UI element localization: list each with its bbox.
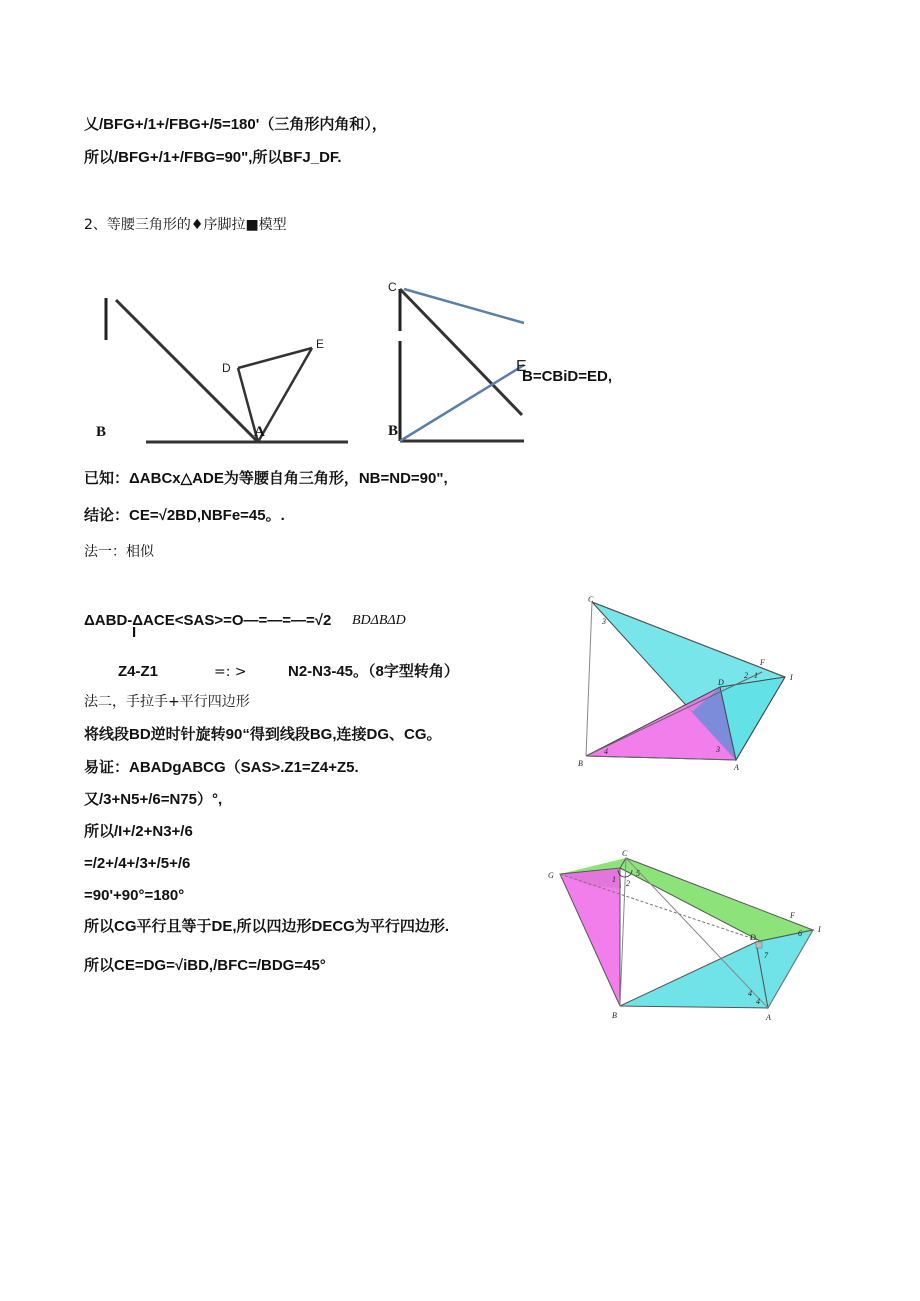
line-perpendicular: 所以/BFG+/1+/FBG=90",所以BFJ_DF. [84, 149, 342, 166]
line-similar-mark: I [132, 624, 137, 641]
line-congruent: 易证：ABADgABCG（SAS>.Z1=Z4+Z5. [84, 759, 359, 776]
fig3-label-f: F [760, 658, 765, 667]
fig3-num-2: 2 [744, 671, 748, 680]
method-2-heading: 法二，手拉手+平行四边形 [84, 694, 250, 710]
fig3-label-i: I [790, 673, 793, 682]
line-parallelogram: 所以CG平行且等于DE,所以四边形DECG为平行四边形. [84, 918, 450, 935]
fig4-label-d: D [750, 933, 756, 942]
line-angle-eq-3: N2-N3-45。（8字型转角） [288, 663, 459, 680]
line-conclusion: 结论：CE=√2BD,NBFe=45。. [84, 507, 285, 524]
figure-3 [570, 592, 810, 777]
fig4-label-c: C [622, 849, 628, 858]
figure-1 [90, 290, 350, 450]
line-sum-c: =90'+90°=180° [84, 887, 185, 904]
fig4-num-2: 2 [626, 879, 630, 888]
fig4-label-i: I [818, 925, 821, 934]
figure-2 [380, 275, 640, 450]
fig4-label-f: F [790, 911, 795, 920]
line-rotate: 将线段BD逆时针旋转90“得到线段BG,连接DG、CG。 [84, 726, 442, 743]
fig2-label-e: E [516, 358, 527, 375]
section-heading: 2、等腰三角形的♦序脚拉■模型 [84, 217, 287, 233]
line-angle-sum: 乂/BFG+/1+/FBG+/5=180'（三角形内角和）， [84, 116, 387, 133]
fig2-label-c: C [388, 280, 397, 294]
fig4-num-1: 1 [612, 875, 616, 884]
fig1-hypotenuse [116, 300, 258, 442]
line-final: 所以CE=DG=√iBD,/BFC=/BDG=45° [84, 957, 326, 974]
fig3-label-d: D [718, 678, 724, 687]
line-angle-eq-2: =: > [214, 664, 247, 680]
line-sum-a: 所以/I+/2+N3+/6 [84, 823, 193, 840]
fig3-label-a: A [734, 763, 739, 772]
line-given: 已知：ΔABCx△ADE为等腰自角三角形，NB=ND=90", [84, 470, 448, 487]
fig4-num-6: 6 [798, 929, 802, 938]
fig4-label-b: B [612, 1011, 617, 1020]
fig3-label-c: C [588, 595, 594, 604]
line-similar-triangles: ΔABD-ΔACE<SAS>=O—=—=—=√2 [84, 612, 332, 629]
fig1-label-d: D [222, 361, 231, 375]
fig1-label-b: B [96, 424, 107, 440]
figure-4 [538, 846, 838, 1026]
line-sum-b: =/2+/4+/3+/5+/6 [84, 855, 191, 872]
fig3-label-b: B [578, 759, 583, 768]
line-similar-ratio: BDΔBΔD [352, 613, 406, 628]
line-angle-sum-2: 又/3+N5+/6=N75）°, [84, 791, 223, 808]
fig4-num-4b: 4 [756, 997, 760, 1006]
fig3-num-3a: 3 [602, 617, 606, 626]
fig4-num-5: 5 [636, 869, 640, 878]
fig2-note: B=CBiD=ED, [522, 368, 613, 385]
fig3-num-4: 4 [604, 747, 608, 756]
fig1-label-e: E [316, 337, 325, 351]
fig3-num-1: 1 [754, 671, 758, 680]
method-1-heading: 法一：相似 [84, 544, 154, 560]
fig4-num-7: 7 [764, 951, 768, 960]
fig2-label-b: B [388, 423, 399, 439]
fig4-label-a: A [766, 1013, 771, 1022]
fig3-num-3b: 3 [716, 745, 720, 754]
fig4-label-g: G [548, 871, 554, 880]
fig4-num-4: 4 [748, 989, 752, 998]
fig1-label-a: A [254, 424, 265, 440]
line-angle-eq-1: Z4-Z1 [118, 663, 159, 680]
